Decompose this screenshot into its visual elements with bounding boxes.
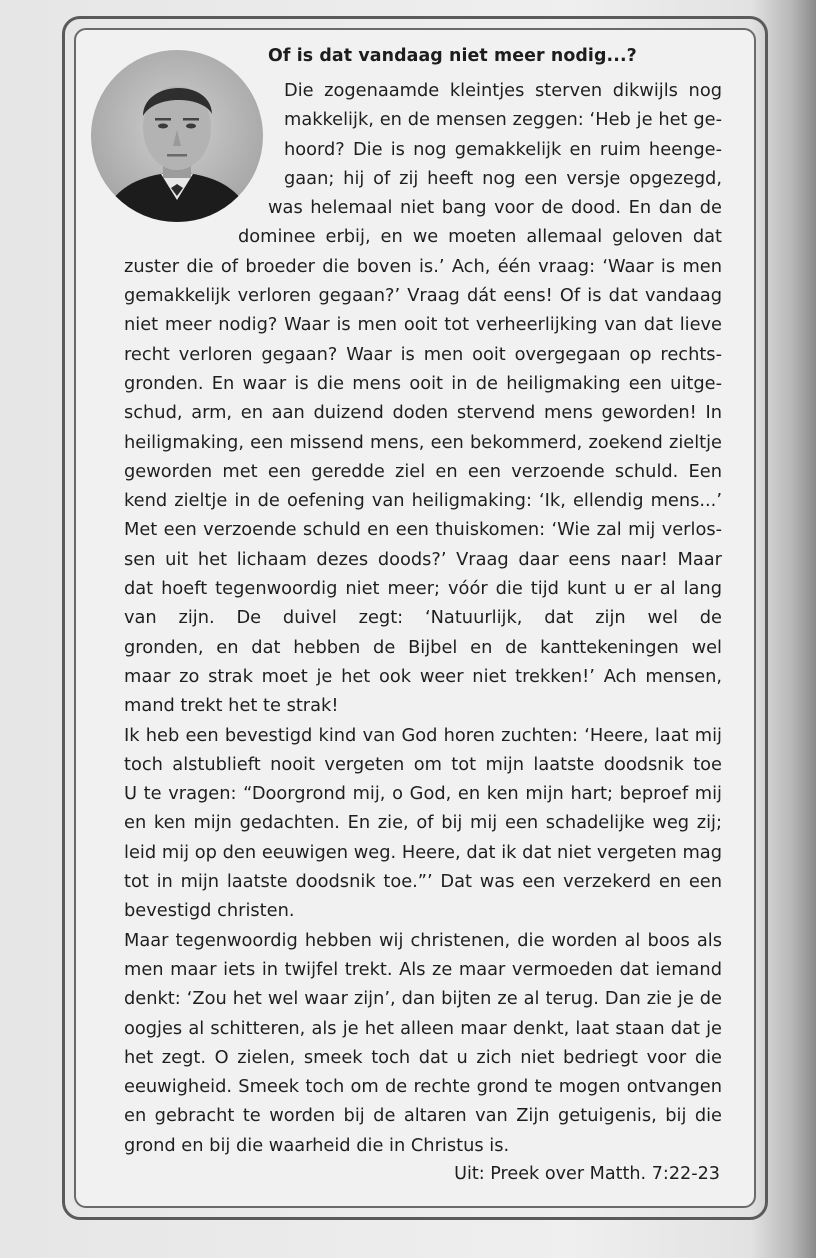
text-line: dominee erbij, en we moeten allemaal geloven dat — [238, 226, 722, 248]
text-line: hoord? Die is nog gemakkelijk en ruim heenge- — [284, 138, 722, 160]
text-line: grond en bij die waarheid die in Christus is. — [124, 1134, 510, 1156]
text-line: men maar iets in twijfel trekt. Als ze maar vermoeden dat iemand — [124, 958, 722, 980]
text-line: mand trekt het te strak! — [124, 695, 339, 717]
text-line: heiligmaking, een missend mens, een bekommerd, zoekend zieltje — [124, 431, 722, 453]
text-line: eeuwigheid. Smeek toch om de rechte grond te mogen ontvangen — [124, 1076, 722, 1098]
text-line: dat hoeft tegenwoordig niet meer; vóór die tijd kunt u er al lang — [124, 578, 722, 600]
text-line: van zijn. De duivel zegt: ‘Natuurlijk, dat zijn wel de — [124, 607, 722, 629]
text-line: leid mij op den eeuwigen weg. Heere, dat ik dat niet vergeten mag — [124, 841, 722, 863]
text-line: gemakkelijk verloren gegaan?’ Vraag dát eens! Of is dat vandaag — [124, 285, 722, 307]
text-line: gaan; hij of zij heeft nog een versje opgezegd, — [284, 167, 722, 189]
text-line: maar zo strak moet je het ook weer niet trekken!’ Ach mensen, — [124, 665, 722, 687]
text-line: kend zieltje in de oefening van heiligmaking: ‘Ik, ellendig mens...’ — [124, 490, 722, 512]
text-line: en gebracht te worden bij de altaren van Zijn getuigenis, bij die — [124, 1105, 722, 1127]
text-line: makkelijk, en de mensen zeggen: ‘Heb je het ge- — [284, 109, 722, 131]
text-line: was helemaal niet bang voor de dood. En dan de — [268, 197, 722, 219]
text-line: geworden met een geredde ziel en een verzoende schuld. Een — [124, 460, 722, 482]
text-line: toch alstublieft nooit vergeten om tot mijn laatste doodsnik toe — [124, 753, 722, 775]
text-line: sen uit het lichaam dezes doods?’ Vraag daar eens naar! Maar — [124, 548, 722, 570]
text-line: denkt: ‘Zou het wel waar zijn’, dan bijten ze al terug. Dan zie je de — [124, 988, 722, 1010]
text-line: niet meer nodig? Waar is men ooit tot verheerlijking van dat lieve — [124, 314, 722, 336]
text-line: gronden, en dat hebben de Bijbel en de kanttekeningen wel — [124, 636, 722, 658]
text-line: zuster die of broeder die boven is.’ Ach, één vraag: ‘Waar is men — [124, 255, 722, 277]
text-line: gronden. En waar is die mens ooit in de heiligmaking een uitge- — [124, 372, 722, 394]
text-line: en ken mijn gedachten. En zie, of bij mij een schadelijke weg zij; — [124, 812, 722, 834]
text-line: bevestigd christen. — [124, 900, 295, 922]
text-line: oogjes al schitteren, als je het alleen maar denkt, laat staan dat je — [124, 1017, 722, 1039]
article-body — [124, 76, 722, 1160]
text-line: U te vragen: “Doorgrond mij, o God, en ken mijn hart; beproef mij — [124, 783, 722, 805]
article-title: Of is dat vandaag niet meer nodig...? — [268, 46, 637, 66]
text-line: Ik heb een bevestigd kind van God horen zuchten: ‘Heere, laat mij — [124, 724, 722, 746]
text-line: Met een verzoende schuld en een thuiskomen: ‘Wie zal mij verlos- — [124, 519, 722, 541]
attribution: Uit: Preek over Matth. 7:22-23 — [454, 1164, 720, 1184]
text-line: Die zogenaamde kleintjes sterven dikwijls nog — [284, 80, 722, 101]
text-line: recht verloren gegaan? Waar is men ooit overgegaan op rechts- — [124, 343, 722, 365]
text-line: tot in mijn laatste doodsnik toe.”’ Dat was een verzekerd en een — [124, 871, 722, 893]
text-line: Maar tegenwoordig hebben wij christenen, die worden al boos als — [124, 929, 722, 951]
text-line: het zegt. O zielen, smeek toch dat u zich niet bedriegt voor die — [124, 1046, 722, 1068]
text-line: schud, arm, en aan duizend doden stervend mens geworden! In — [124, 402, 722, 424]
